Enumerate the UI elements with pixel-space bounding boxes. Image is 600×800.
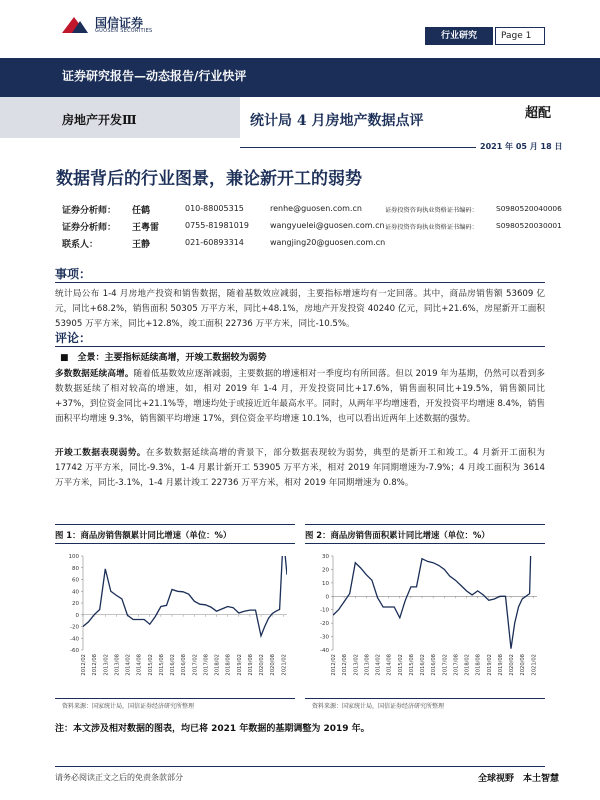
y-tick-label: 20	[322, 567, 329, 574]
series-line	[333, 548, 537, 649]
x-tick-label: 2021/02	[531, 654, 538, 676]
analyst-cert: S0980520040006	[496, 204, 562, 213]
contact-label: 联系人：	[62, 240, 99, 250]
investment-rating: 超配	[525, 106, 552, 121]
series-line	[83, 548, 287, 636]
y-tick-label: 0	[75, 612, 79, 619]
analyst-cert-label: 证券投资咨询执业资格证书编码：	[385, 207, 478, 214]
y-tick-label: -20	[320, 621, 329, 628]
figure-1-source: 资料来源：国家统计局，国信证券经济研究所整理	[62, 703, 195, 710]
footer-divider	[55, 766, 545, 767]
x-tick-label: 2017/08	[453, 654, 460, 676]
x-tick-label: 2020/08	[270, 654, 277, 676]
figure-rule	[305, 698, 545, 699]
analyst-label: 证券分析师：	[62, 206, 117, 216]
figure-1-title: 图 1：商品房销售额累计同比增速（单位：%）	[55, 530, 232, 540]
y-tick-label: 0	[325, 594, 329, 601]
x-tick-label: 2015/02	[397, 654, 404, 676]
y-tick-label: -40	[320, 648, 329, 654]
x-tick-label: 2016/02	[170, 654, 177, 676]
section-divider	[55, 282, 545, 283]
guosen-logo-icon	[60, 13, 90, 35]
contact-name: 王静	[132, 240, 151, 250]
comment-paragraph-2	[55, 446, 545, 491]
x-tick-label: 2013/02	[103, 654, 110, 676]
x-tick-label: 2013/02	[353, 654, 360, 676]
y-tick-label: 40	[72, 589, 79, 596]
analyst-label: 证券分析师：	[62, 223, 117, 233]
contact-phone: 021-60893314	[185, 238, 244, 247]
footer-slogan: 全球视野 本土智慧	[478, 774, 560, 784]
figure-rule	[305, 543, 545, 544]
x-tick-label: 2012/08	[92, 654, 99, 676]
y-tick-label: 80	[72, 565, 79, 572]
y-tick-label: -10	[320, 607, 329, 614]
figure-top-rule	[305, 524, 545, 525]
x-tick-label: 2012/08	[342, 654, 349, 676]
x-tick-label: 2017/02	[192, 654, 199, 676]
x-tick-label: 2019/08	[247, 654, 254, 676]
x-tick-label: 2020/02	[259, 654, 266, 676]
overview-bullet: ■ 全景：主要指标延续高增，开竣工数据较为弱势	[60, 353, 267, 363]
y-tick-label: -60	[70, 648, 79, 654]
x-tick-label: 2017/08	[203, 654, 210, 676]
x-tick-label: 2016/08	[181, 654, 188, 676]
sales-area-growth-chart	[305, 548, 545, 698]
figure-2-title: 图 2：商品房销售面积累计同比增速（单位：%）	[305, 530, 490, 540]
report-type-text: 证券研究报告—动态报告/行业快评	[62, 69, 247, 83]
x-tick-label: 2013/08	[364, 654, 371, 676]
x-tick-label: 2021/02	[281, 654, 288, 676]
x-tick-label: 2016/02	[420, 654, 427, 676]
y-tick-label: 100	[68, 554, 79, 560]
analyst-phone: 0755-81981019	[185, 221, 249, 230]
x-tick-label: 2014/08	[386, 654, 393, 676]
y-tick-label: 60	[72, 577, 79, 584]
x-tick-label: 2014/02	[375, 654, 382, 676]
analyst-name: 任鹤	[132, 206, 151, 216]
events-paragraph: 统计局公布 1-4 月房地产投资和销售数据，随着基数效应减弱，主要指标增速均有一定回落。其中，商品房销售额 53609 亿元，同比+68.2%，销售面积 50305 万平方米，同比+48.1%，房地产开发投资 40240 亿元，同比+21.6%，房屋新开工面积 53905 万平方米，同比+12.8%，竣工面积 22736 万平方米，同比-10.5%。	[55, 289, 545, 329]
analyst-email: wangyuelei@guosen.com.cn	[270, 221, 385, 230]
x-tick-label: 2019/08	[497, 654, 504, 676]
paragraph-lead: 多数数据延续高增。	[55, 369, 134, 379]
report-category-tag: 行业研究	[425, 27, 493, 45]
analyst-cert-label: 证券投资咨询执业资格证书编码：	[385, 224, 478, 231]
figure-rule	[55, 698, 295, 699]
paragraph-body: 随着低基数效应逐渐减弱，主要数据的增速相对一季度均有所回落。但以 2019 年为基期，仍然可以看到多数数据延续了相对较高的增速，如，相对 2019 年 1-4 月，开发投资同比+17.6%，销售面积同比+19.5%，销售额同比+37%，到位资金同比+21.1%等，增速均处于或接近近年最高水平。同时，从两年平均增速看，开发投资平均增速 8.4%，销售面积平均增速 9.3%，销售额平均增速 17%，到位资金平均增速 10.1%，也可以看出近两年上述数据的强势。	[55, 369, 545, 424]
logo-text: 国信证券	[95, 16, 144, 30]
paragraph-body: 在多数数据延续高增的背景下，部分数据表现较为弱势，典型的是新开工和竣工。4 月新开工面积为 17742 万平方米，同比-9.3%，1-4 月累计新开工 53905 万平方米，相对 2019 年同期增速为-7.9%；4 月竣工面积为 3614 万平方米，同比-3.1%，1-4 月累计竣工 22736 万平方米，相对 2019 年同期增速为 0.8%。	[55, 448, 545, 488]
x-tick-label: 2012/02	[331, 654, 337, 676]
events-section-title: 事项：	[55, 267, 92, 281]
y-tick-label: 20	[72, 601, 79, 607]
x-tick-label: 2015/08	[158, 654, 165, 676]
logo-english-text: GUOSEN SECURITIES	[95, 28, 153, 34]
x-tick-label: 2018/02	[214, 654, 221, 676]
chart-note: 注：本文涉及相对数据的图表，均已将 2021 年数据的基期调整为 2019 年。	[55, 724, 370, 734]
analyst-phone: 010-88005315	[185, 204, 244, 213]
figure-rule	[55, 543, 295, 544]
x-tick-label: 2020/08	[520, 654, 527, 676]
page-number: Page 1	[495, 27, 545, 45]
date-divider	[240, 147, 476, 148]
comment-paragraph-1	[55, 367, 545, 427]
x-tick-label: 2018/08	[475, 654, 482, 676]
contact-email: wangjing20@guosen.com.cn	[270, 238, 386, 247]
section-divider	[55, 346, 545, 347]
x-tick-label: 2016/08	[431, 654, 438, 676]
x-tick-label: 2015/08	[408, 654, 415, 676]
x-tick-label: 2019/02	[486, 654, 493, 676]
sales-value-growth-chart	[55, 548, 295, 698]
x-tick-label: 2018/08	[225, 654, 232, 676]
x-tick-label: 2019/02	[236, 654, 243, 676]
report-date: 2021 年 05 月 18 日	[480, 142, 563, 151]
paragraph-lead: 开竣工数据表现弱势。	[55, 448, 146, 458]
x-tick-label: 2017/02	[442, 654, 449, 676]
x-tick-label: 2013/08	[114, 654, 121, 676]
industry-name: 房地产开发Ⅲ	[62, 113, 137, 127]
y-tick-label: -20	[70, 624, 79, 631]
x-tick-label: 2020/02	[509, 654, 516, 676]
comments-section-title: 评论：	[55, 331, 92, 345]
figure-2-source: 资料来源：国家统计局，国信证券经济研究所整理	[312, 703, 445, 710]
main-title: 数据背后的行业图景，兼论新开工的弱势	[56, 169, 362, 189]
report-title: 统计局 4 月房地产数据点评	[250, 113, 424, 129]
figure-top-rule	[55, 524, 295, 525]
x-tick-label: 2014/08	[136, 654, 143, 676]
x-tick-label: 2015/02	[147, 654, 154, 676]
y-tick-label: 30	[322, 554, 329, 560]
x-tick-label: 2012/02	[81, 654, 87, 676]
analyst-email: renhe@guosen.com.cn	[270, 204, 362, 213]
y-tick-label: -30	[320, 634, 329, 641]
analyst-cert: S0980520030001	[496, 221, 562, 230]
y-tick-label: 10	[322, 580, 329, 587]
disclaimer-text: 请务必阅读正文之后的免责条款部分	[55, 773, 183, 782]
x-tick-label: 2018/02	[464, 654, 471, 676]
y-tick-label: -40	[70, 636, 79, 643]
analyst-name: 王粤雷	[132, 223, 160, 233]
x-tick-label: 2014/02	[125, 654, 132, 676]
